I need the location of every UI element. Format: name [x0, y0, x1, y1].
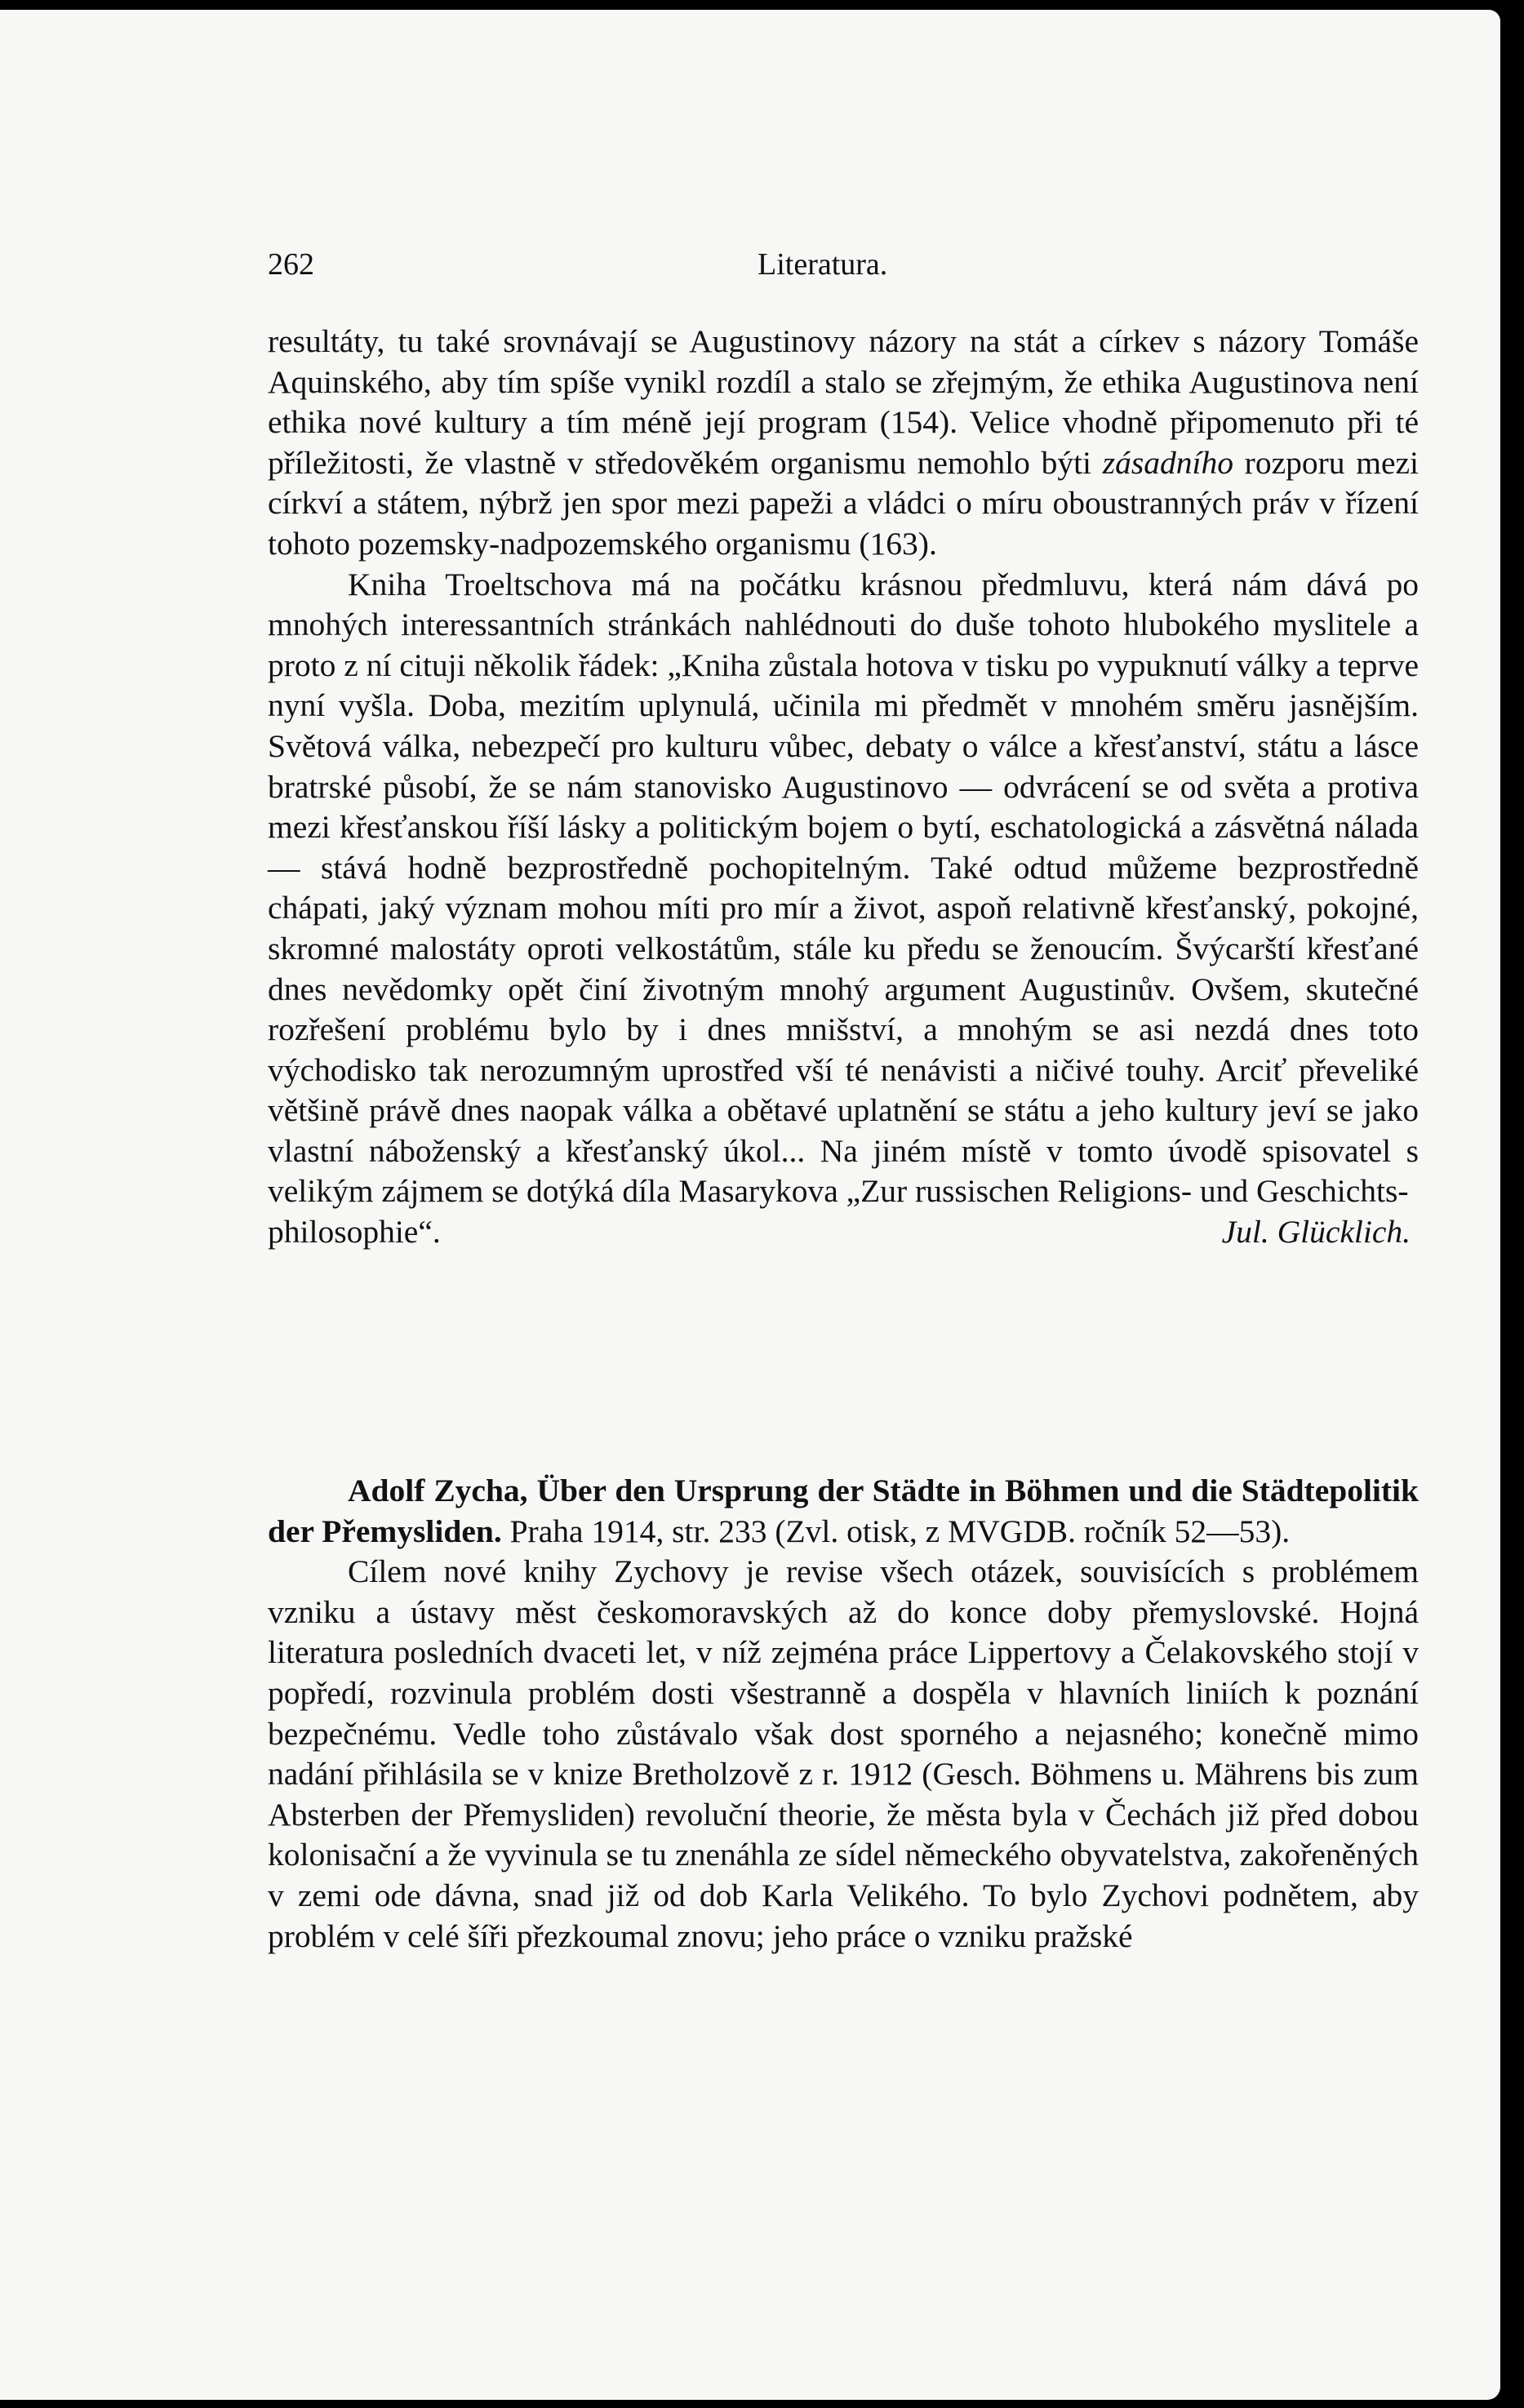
- page-header: [268, 247, 1415, 284]
- review-paragraph-1: Cílem nové knihy Zychovy je revise všech otázek, souvisících s problémem vzniku a ústavy měst českomoravských až do konce doby přemyslovské. Hojná literatura posledních dvaceti let, v níž zejména práce Lippertovy a Čelakovského stojí v popředí, rozvinula problém dosti všestranně a dospěla v hlavních liniích k poznání bezpečnému. Vedle toho zůstávalo však dost sporného a nejasného; konečně mimo nadání přihlásila se v knize Bretholzově z r. 1912 (Gesch. Böhmens u. Mährens bis zum Absterben der Přemysliden) revoluční theorie, že města byla v Čechách již před dobou kolonisační a že vyvinula se tu znenáhla ze sídel německého obyvatelstva, zakořeněných v zemi ode dávna, snad již od dob Karla Velikého. To bylo Zychovi podnětem, aby problém v celé šíři přezkoumal znovu; jeho práce o vzniku pražské: [268, 1553, 1419, 1954]
- review-meta: Praha 1914, str. 233 (Zvl. otisk, z MVGDB. ročník 52—53).: [501, 1513, 1291, 1549]
- review-author-title: Adolf Zycha, Über den Ursprung der Städte in Böhmen und die Städtepolitik der Přemysliden.: [268, 1473, 1419, 1549]
- paragraph-2-last-line: philosophie“.: [268, 1214, 441, 1251]
- review-heading: [268, 1471, 1419, 1552]
- reviewer-signature: Jul. Glücklich.: [1221, 1214, 1411, 1251]
- paragraph-1: [268, 322, 1419, 565]
- page-number: 262: [268, 247, 314, 282]
- running-title: Literatura.: [758, 247, 888, 282]
- paragraph-1-text-b: rozporu mezi církví a státem, nýbrž jen spor mezi papeži a vládci o míru oboustranných práv v řízení tohoto pozemsky-nadpozemského organismu (163).: [268, 444, 1419, 562]
- paragraph-1-text-a: resultáty, tu také srovnávají se Augustinovy názory na stát a církev s názory Tomáše Aquinského, aby tím spíše vynikl rozdíl a stalo se zřejmým, že ethika Augustinova není ethika nové kultury a tím méně její program (154). Velice vhodně připomenuto při té příležitosti, že vlastně v středověkém organismu nemohlo býti: [268, 323, 1419, 481]
- review-zycha: [268, 1471, 1419, 1957]
- emphasis-zasadniho: zásadního: [1102, 444, 1233, 481]
- paragraph-2: Kniha Troeltschova má na počátku krásnou předmluvu, která nám dává po mnohých interessantních stránkách nahlédnouti do duše tohoto hlubokého myslitele a proto z ní cituji několik řádek: „Kniha zůstala hotova v tisku po vypuknutí války a teprve nyní vyšla. Doba, mezitím uplynulá, učinila mi předmět v mnohém směru jasnějším. Světová válka, nebezpečí pro kulturu vůbec, debaty o válce a křesťanství, státu a lásce bratrské působí, že se nám stanovisko Augustinovo — odvrácení se od světa a protiva mezi křesťanskou říší lásky a politickým bojem o bytí, eschatologická a zásvětná nálada — stává hodně bezprostředně pochopitelným. Také odtud můžeme bezprostředně chápati, jaký význam mohou míti pro mír a život, aspoň relativně křesťanský, pokojné, skromné malostáty oproti velkostátům, stále ku předu se ženoucím. Švýcarští křesťané dnes nevědomky opět činí životným mnohý argument Augustinův. Ovšem, skutečné rozřešení problému bylo by i dnes mnišství, a mnohým se asi nezdá dnes toto východisko tak nerozumným uprostřed vší té nenávisti a ničivé touhy. Arciť převeliké většině právě dnes naopak válka a obětavé uplatnění se státu a jeho kultury jeví se jako vlastní náboženský a křesťanský úkol... Na jiném místě v tomto úvodě spisovatel s velikým zájmem se dotýká díla Masarykova „Zur russischen Religions- und Geschichts-: [268, 566, 1419, 1210]
- page-sheet: [0, 10, 1500, 2400]
- closing-line: [268, 1212, 1419, 1253]
- review-continuation: [268, 322, 1419, 1253]
